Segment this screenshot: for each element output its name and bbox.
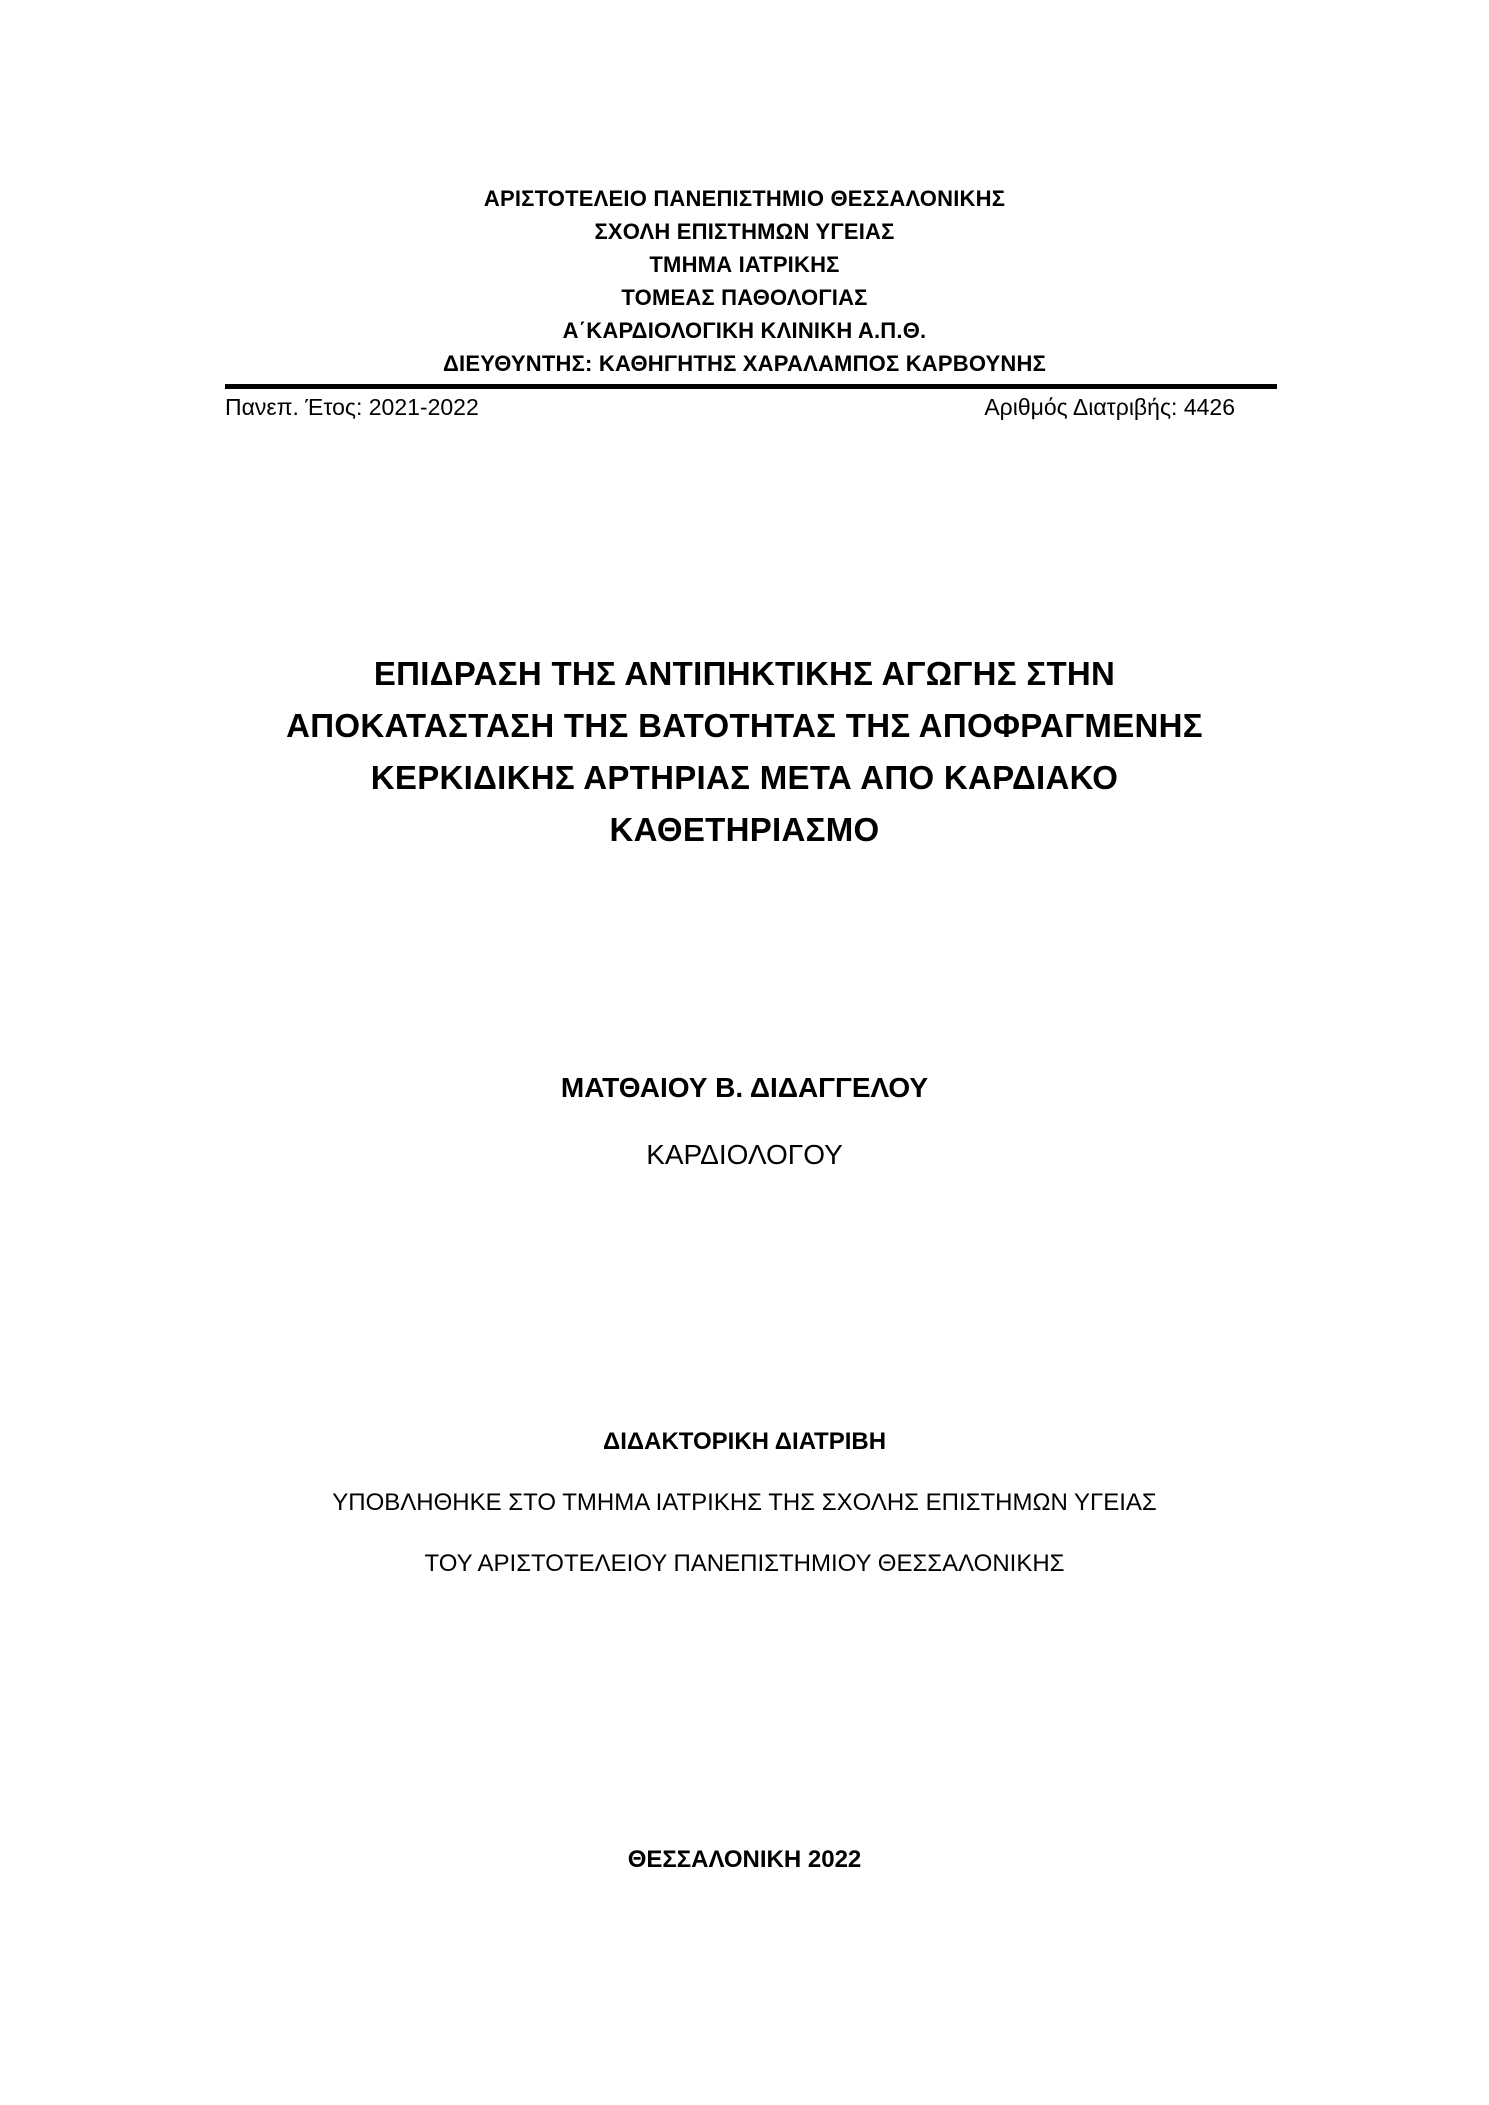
submission-statement-line-1: ΥΠΟΒΛΗΘΗΚΕ ΣΤΟ ΤΜΗΜΑ ΙΑΤΡΙΚΗΣ ΤΗΣ ΣΧΟΛΗΣ ΕΠΙΣΤΗΜΩΝ ΥΓΕΙΑΣ: [332, 1489, 1157, 1516]
header-director: ΔΙΕΥΘΥΝΤΗΣ: ΚΑΘΗΓΗΤΗΣ ΧΑΡΑΛΑΜΠΟΣ ΚΑΡΒΟΥΝΗΣ: [443, 351, 1046, 376]
submission-statement-line-2: ΤΟΥ ΑΡΙΣΤΟΤΕΛΕΙΟΥ ΠΑΝΕΠΙΣΤΗΜΙΟΥ ΘΕΣΣΑΛΟΝΙΚΗΣ: [424, 1550, 1065, 1577]
header-department: ΤΜΗΜΑ ΙΑΤΡΙΚΗΣ: [649, 252, 840, 277]
header-university: ΑΡΙΣΤΟΤΕΛΕΙΟ ΠΑΝΕΠΙΣΤΗΜΙΟ ΘΕΣΣΑΛΟΝΙΚΗΣ: [483, 186, 1006, 211]
title-line: ΑΠΟΚΑΤΑΣΤΑΣΗ ΤΗΣ ΒΑΤΟΤΗΤΑΣ ΤΗΣ ΑΠΟΦΡΑΓΜΕΝΗΣ: [286, 707, 1203, 744]
header-divider: [225, 384, 1277, 389]
header-clinic: Α΄ΚΑΡΔΙΟΛΟΓΙΚΗ ΚΛΙΝΙΚΗ Α.Π.Θ.: [562, 318, 927, 343]
title-line: ΚΕΡΚΙΔΙΚΗΣ ΑΡΤΗΡΙΑΣ ΜΕΤΑ ΑΠΟ ΚΑΡΔΙΑΚΟ: [370, 759, 1119, 796]
title-line: ΕΠΙΔΡΑΣΗ ΤΗΣ ΑΝΤΙΠΗΚΤΙΚΗΣ ΑΓΩΓΗΣ ΣΤΗΝ: [373, 655, 1116, 692]
academic-year: Πανεπ. Έτος: 2021-2022: [225, 394, 479, 420]
thesis-title: [0, 648, 1489, 856]
thesis-type: ΔΙΔΑΚΤΟΡΙΚΗ ΔΙΑΤΡΙΒΗ: [602, 1428, 887, 1455]
header-school: ΣΧΟΛΗ ΕΠΙΣΤΗΜΩΝ ΥΓΕΙΑΣ: [594, 219, 895, 244]
author-name: ΜΑΤΘΑΙΟΥ Β. ΔΙΔΑΓΓΕΛΟΥ: [560, 1072, 929, 1103]
author-role: ΚΑΡΔΙΟΛΟΓΟΥ: [646, 1139, 843, 1170]
thesis-number: Αριθμός Διατριβής: 4426: [984, 394, 1235, 420]
institution-header: [0, 182, 1489, 380]
place-and-year: ΘΕΣΣΑΛΟΝΙΚΗ 2022: [627, 1846, 862, 1873]
header-sector: ΤΟΜΕΑΣ ΠΑΘΟΛΟΓΙΑΣ: [621, 285, 868, 310]
title-line: ΚΑΘΕΤΗΡΙΑΣΜΟ: [609, 811, 880, 848]
